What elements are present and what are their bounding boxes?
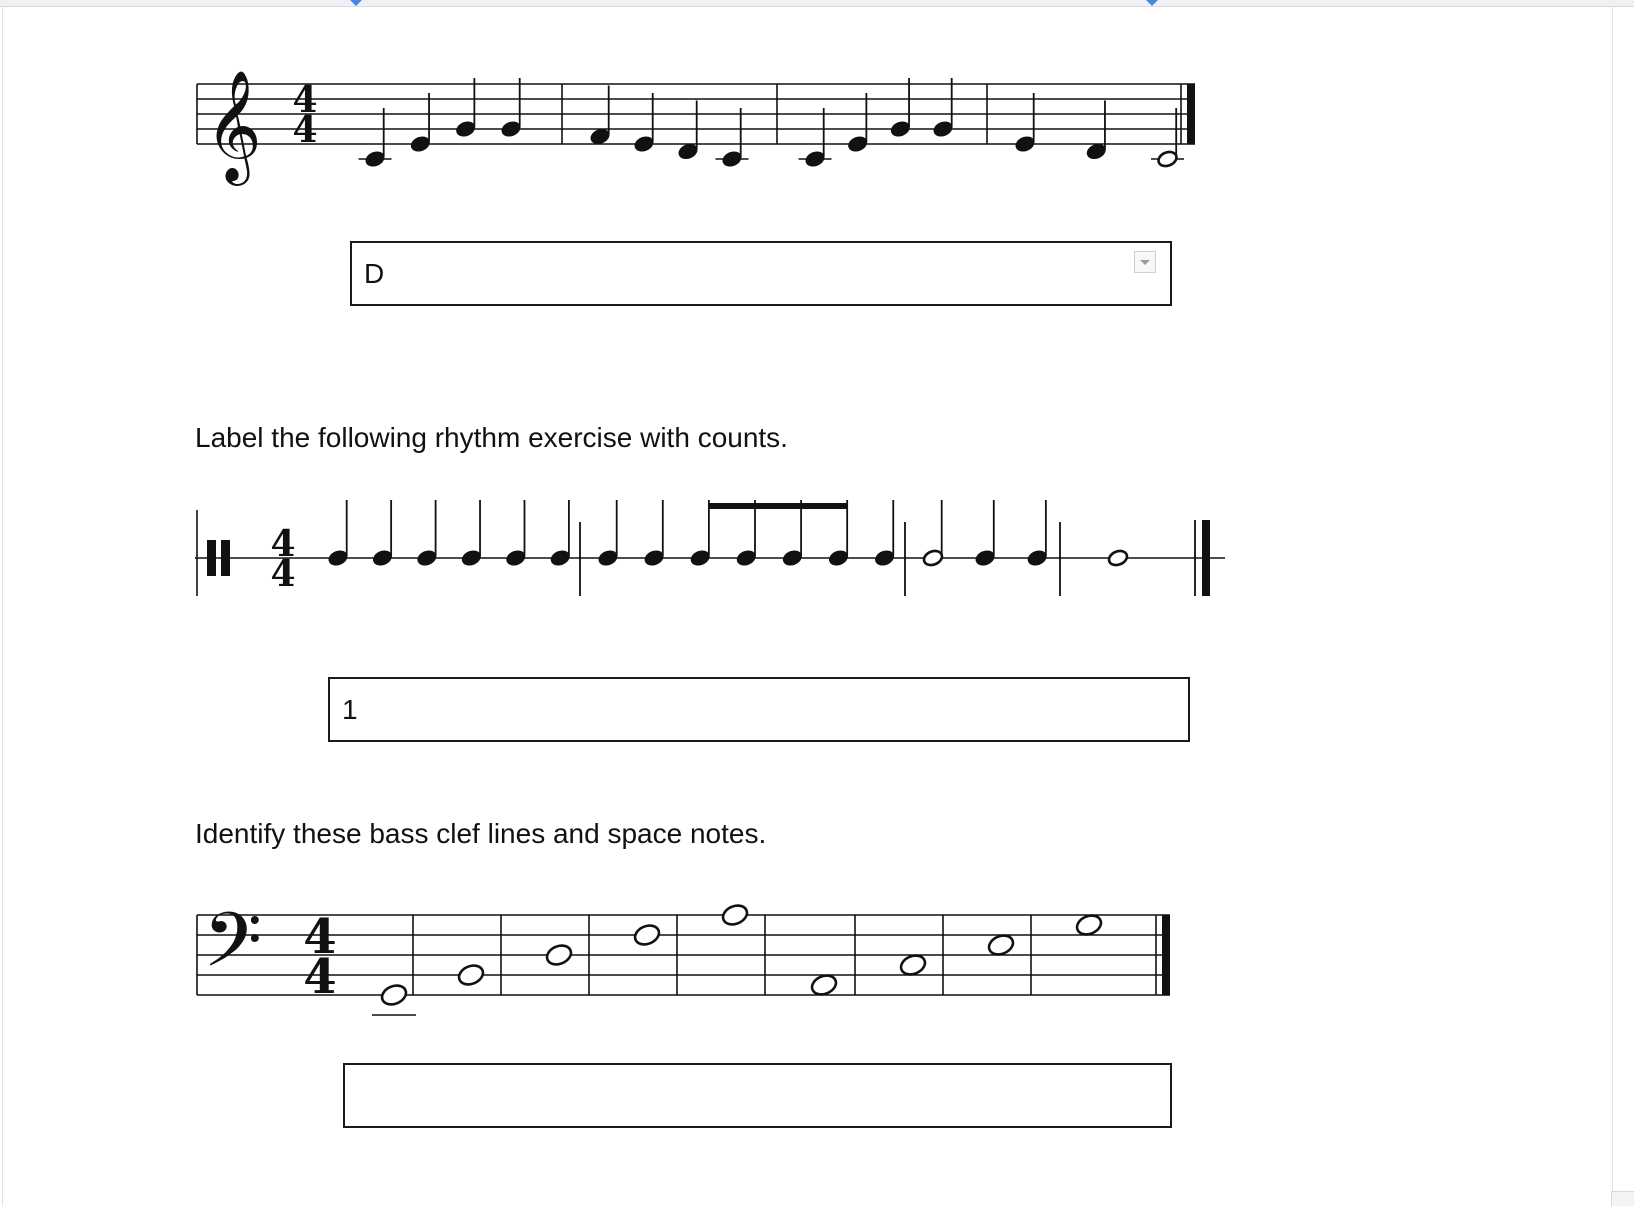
whole-note	[898, 952, 928, 978]
final-barline-thick	[1187, 84, 1195, 144]
rhythm-note-head	[974, 548, 996, 567]
rhythm-answer-value: 1	[342, 693, 358, 725]
rhythm-note-head	[643, 548, 665, 567]
left-indent-marker[interactable]	[350, 0, 362, 6]
rhythm-note-head	[735, 548, 757, 567]
whole-note	[456, 962, 486, 988]
final-barline-thick	[1202, 520, 1210, 596]
note-head	[932, 119, 954, 138]
whole-note	[379, 982, 409, 1008]
rhythm-note-head	[1107, 548, 1129, 567]
time-signature-top: 4	[303, 909, 337, 965]
rhythm-note-head	[1026, 548, 1048, 567]
bass-staff-lines	[197, 915, 1170, 995]
percussion-clef-icon	[221, 540, 230, 576]
final-barline-thick	[1162, 915, 1170, 995]
rhythm-note-head	[827, 548, 849, 567]
time-signature-bottom: 4	[292, 109, 318, 151]
note-head	[409, 134, 431, 153]
whole-note	[544, 942, 574, 968]
rhythm-note-head	[873, 548, 895, 567]
time-signature-top: 4	[292, 79, 318, 121]
whole-note	[720, 902, 750, 928]
time-signature-top: 4	[270, 523, 296, 565]
rhythm-note-head	[505, 548, 527, 567]
treble-clef-staff	[195, 70, 1205, 200]
bass-clef-icon: 𝄢	[203, 896, 263, 1003]
note-head	[364, 149, 386, 168]
rhythm-answer-input[interactable]	[328, 677, 1190, 742]
percussion-clef-icon	[207, 540, 216, 576]
note-head	[500, 119, 522, 138]
rhythm-note-head	[781, 548, 803, 567]
rhythm-note-head	[689, 548, 711, 567]
rhythm-note-head	[597, 548, 619, 567]
rhythm-prompt: Label the following rhythm exercise with counts.	[195, 422, 788, 453]
rhythm-note-head	[327, 548, 349, 567]
rhythm-staff	[195, 500, 1235, 630]
note-head	[1156, 149, 1178, 168]
bass-answer-input[interactable]	[343, 1063, 1172, 1128]
note-head	[804, 149, 826, 168]
note-head	[889, 119, 911, 138]
chevron-down-icon[interactable]	[1134, 251, 1156, 273]
treble-answer-value: D	[364, 257, 385, 289]
note-head	[721, 149, 743, 168]
sixteenth-beam	[709, 503, 847, 509]
bass-clef-staff	[195, 895, 1185, 1025]
note-head	[633, 134, 655, 153]
rhythm-note-head	[371, 548, 393, 567]
time-signature-bottom: 4	[270, 553, 296, 595]
rhythm-note-head	[549, 548, 571, 567]
whole-note	[986, 932, 1016, 958]
scroll-corner	[1611, 1191, 1634, 1206]
rhythm-note-head	[460, 548, 482, 567]
rhythm-note-head	[416, 548, 438, 567]
note-head	[1014, 134, 1036, 153]
time-signature-bottom: 4	[303, 949, 337, 1005]
ruler-bar	[0, 0, 1634, 7]
note-head	[847, 134, 869, 153]
whole-note	[1074, 912, 1104, 938]
treble-clef-icon: 𝄞	[205, 70, 262, 181]
treble-answer-dropdown[interactable]	[350, 241, 1172, 306]
whole-note	[632, 922, 662, 948]
whole-note	[809, 972, 839, 998]
rhythm-note-head	[922, 548, 944, 567]
bass-prompt: Identify these bass clef lines and space notes.	[195, 818, 767, 849]
note-head	[455, 119, 477, 138]
right-indent-marker[interactable]	[1146, 0, 1158, 6]
